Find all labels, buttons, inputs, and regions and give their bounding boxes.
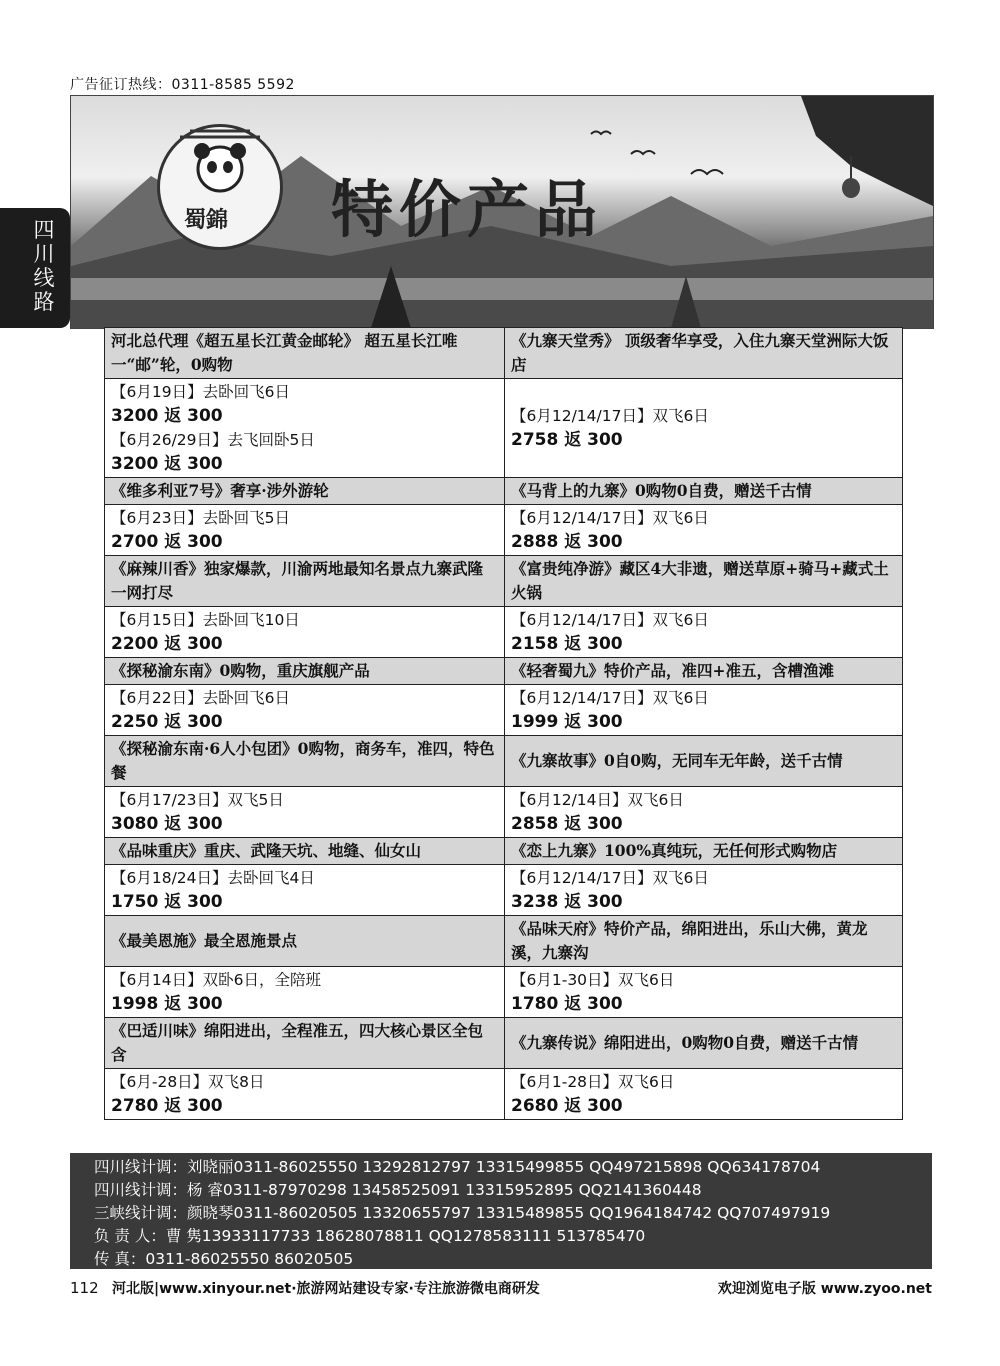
product-title: 《九寨故事》0自0购，无同车无年龄，送千古情 [505, 736, 903, 787]
product-detail-row [105, 379, 903, 478]
product-title: 《探秘渝东南·6人小包团》0购物，商务车，准四，特色餐 [105, 736, 505, 787]
price: 3200 返 300 [111, 454, 223, 474]
departure-date: 【6月12/14/17日】双飞6日 [511, 689, 709, 707]
departure-date: 【6月1-28日】双飞6日 [511, 1073, 675, 1091]
product-title-row [105, 1018, 903, 1069]
product-detail-row [105, 787, 903, 838]
departure-date: 【6月12/14/17日】双飞6日 [511, 509, 709, 527]
footer-left-text: 河北版|www.xinyour.net·旅游网站建设专家·专注旅游微电商研发 [112, 1281, 540, 1297]
product-title: 《富贵纯净游》藏区4大非遗，赠送草原+骑马+藏式土火锅 [505, 556, 903, 607]
price: 2200 返 300 [111, 634, 223, 654]
price: 2888 返 300 [511, 532, 623, 552]
brand-logo [157, 124, 283, 250]
product-detail-row [105, 685, 903, 736]
departure-date: 【6月15日】去卧回飞10日 [111, 611, 300, 629]
product-details [505, 685, 903, 736]
product-details [105, 685, 505, 736]
product-details [105, 505, 505, 556]
product-details [505, 607, 903, 658]
departure-date: 【6月17/23日】双飞5日 [111, 791, 284, 809]
price: 1750 返 300 [111, 892, 223, 912]
product-title: 《探秘渝东南》0购物，重庆旗舰产品 [105, 658, 505, 685]
product-title: 《巴适川味》绵阳进出，全程准五，四大核心景区全包含 [105, 1018, 505, 1069]
product-title-row [105, 838, 903, 865]
price: 2700 返 300 [111, 532, 223, 552]
price: 2858 返 300 [511, 814, 623, 834]
price: 2680 返 300 [511, 1096, 623, 1116]
contact-row: 三峡线计调：颜晓琴0311-86020505 13320655797 13315489855 QQ1964184742 QQ707497919 [94, 1204, 831, 1222]
product-detail-row [105, 607, 903, 658]
product-detail-row [105, 865, 903, 916]
product-detail-row [105, 1069, 903, 1120]
price: 1999 返 300 [511, 712, 623, 732]
product-title: 《维多利亚7号》奢享·涉外游轮 [105, 478, 505, 505]
contact-row: 四川线计调：杨 睿0311-87970298 13458525091 13315952895 QQ2141360448 [94, 1181, 702, 1199]
product-title: 《九寨传说》绵阳进出，0购物0自费，赠送千古情 [505, 1018, 903, 1069]
departure-date: 【6月19日】去卧回飞6日 [111, 383, 290, 401]
banner-title: 特价产品 [331, 173, 604, 246]
departure-date: 【6月12/14日】双飞6日 [511, 791, 684, 809]
banner [70, 95, 934, 329]
departure-date: 【6月-28日】双飞8日 [111, 1073, 265, 1091]
product-title-row [105, 556, 903, 607]
product-details [505, 865, 903, 916]
departure-date: 【6月12/14/17日】双飞6日 [511, 869, 709, 887]
price: 2250 返 300 [111, 712, 223, 732]
price: 3238 返 300 [511, 892, 623, 912]
product-title: 《品味重庆》重庆、武隆天坑、地缝、仙女山 [105, 838, 505, 865]
logo-text: 蜀錦 [184, 207, 229, 233]
footer-right-text: 欢迎浏览电子版 www.zyoo.net [717, 1281, 932, 1297]
product-title: 《麻辣川香》独家爆款，川渝两地最知名景点九寨武隆一网打尽 [105, 556, 505, 607]
product-details [105, 379, 505, 478]
product-title: 《品味天府》特价产品，绵阳进出，乐山大佛，黄龙溪，九寨沟 [505, 916, 903, 967]
price: 3080 返 300 [111, 814, 223, 834]
price: 3200 返 300 [111, 406, 223, 426]
contact-row: 四川线计调：刘晓丽0311-86025550 13292812797 13315499855 QQ497215898 QQ634178704 [94, 1158, 821, 1176]
product-details [105, 967, 505, 1018]
product-title-row [105, 916, 903, 967]
product-details [105, 787, 505, 838]
product-title-row [105, 736, 903, 787]
price: 2758 返 300 [511, 430, 623, 450]
product-details [505, 505, 903, 556]
product-title: 《轻奢蜀九》特价产品，准四+准五，含槽渔滩 [505, 658, 903, 685]
price: 1780 返 300 [511, 994, 623, 1014]
departure-date: 【6月12/14/17日】双飞6日 [511, 407, 709, 425]
section-tab [0, 208, 70, 328]
contacts-panel [70, 1153, 932, 1269]
product-detail-row [105, 505, 903, 556]
departure-date: 【6月22日】去卧回飞6日 [111, 689, 290, 707]
product-details [505, 787, 903, 838]
departure-date: 【6月23日】去卧回飞5日 [111, 509, 290, 527]
product-details [105, 607, 505, 658]
product-details [505, 1069, 903, 1120]
departure-date: 【6月14日】双卧6日，全陪班 [111, 971, 321, 989]
contact-row: 负 责 人：曹 隽13933117733 18628078811 QQ1278583111 513785470 [94, 1227, 646, 1245]
section-tab-label: 四川线路 [33, 218, 55, 314]
product-detail-row [105, 967, 903, 1018]
departure-date: 【6月26/29日】去飞回卧5日 [111, 431, 315, 449]
product-details [105, 1069, 505, 1120]
departure-date: 【6月12/14/17日】双飞6日 [511, 611, 709, 629]
product-title: 河北总代理《超五星长江黄金邮轮》 超五星长江唯一“邮”轮，0购物 [105, 328, 505, 379]
product-details [505, 379, 903, 478]
product-details [505, 967, 903, 1018]
departure-date: 【6月1-30日】双飞6日 [511, 971, 675, 989]
product-title: 《恋上九寨》100%真纯玩，无任何形式购物店 [505, 838, 903, 865]
product-title: 《九寨天堂秀》 顶级奢华享受，入住九寨天堂洲际大饭店 [505, 328, 903, 379]
product-title-row [105, 658, 903, 685]
contact-row: 传 真：0311-86025550 86020505 [94, 1250, 354, 1268]
product-title-row [105, 328, 903, 379]
product-title-row [105, 478, 903, 505]
page-number: 112 [70, 1279, 99, 1297]
price: 1998 返 300 [111, 994, 223, 1014]
product-table [104, 327, 903, 1120]
panda-icon [160, 127, 280, 207]
departure-date: 【6月18/24日】去卧回飞4日 [111, 869, 315, 887]
price: 2780 返 300 [111, 1096, 223, 1116]
ad-hotline: 广告征订热线：0311-8585 5592 [70, 77, 295, 93]
product-title: 《最美恩施》最全恩施景点 [105, 916, 505, 967]
product-details [105, 865, 505, 916]
product-title: 《马背上的九寨》0购物0自费，赠送千古情 [505, 478, 903, 505]
price: 2158 返 300 [511, 634, 623, 654]
